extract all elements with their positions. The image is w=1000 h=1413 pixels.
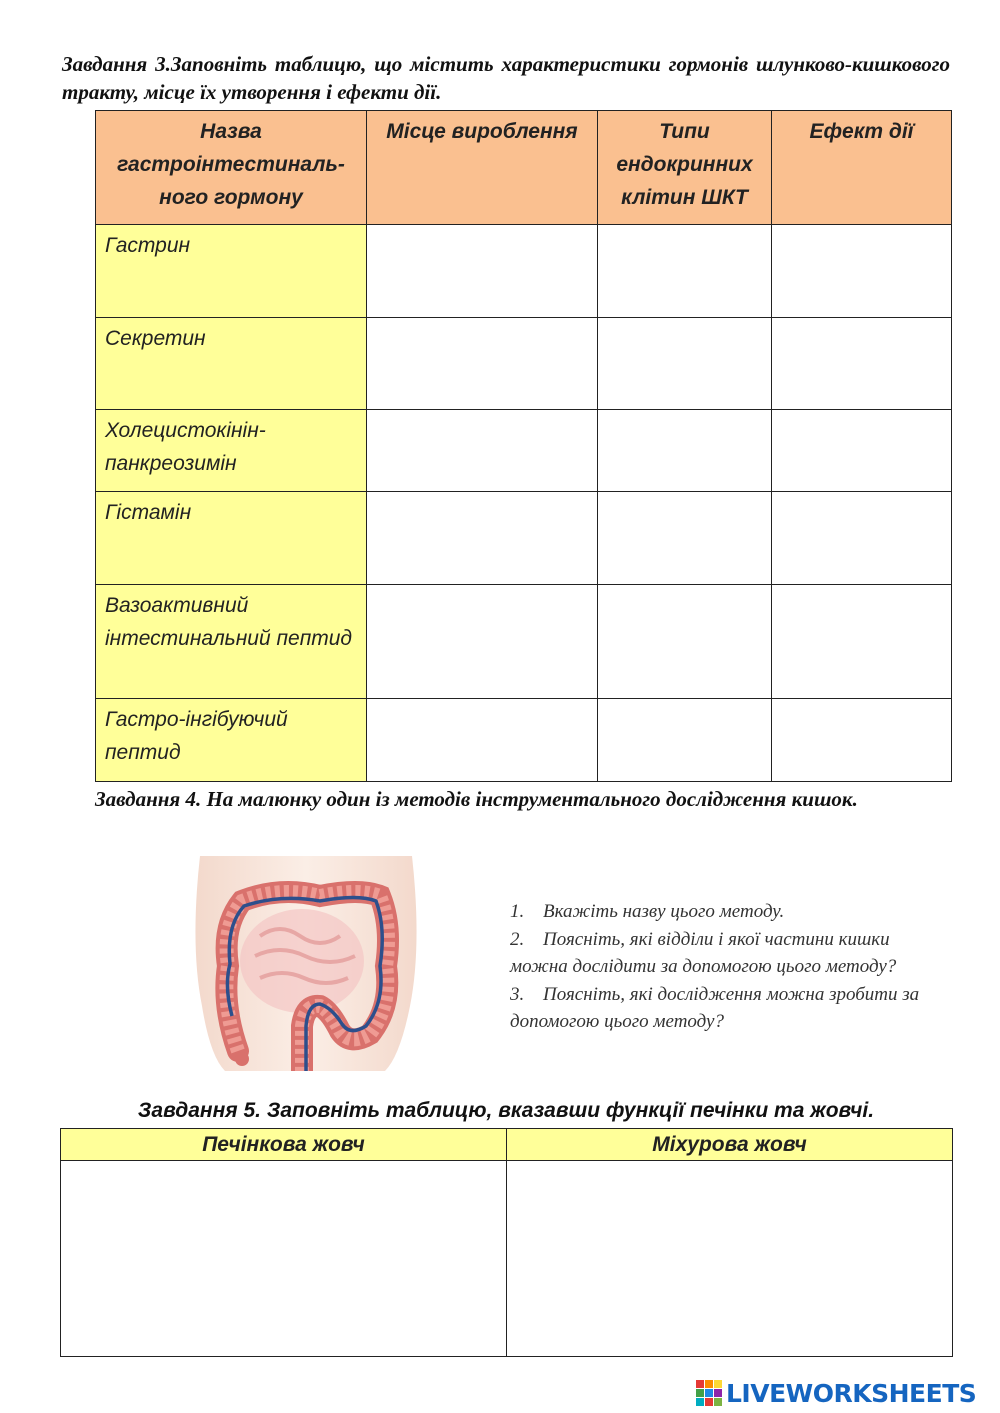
table-row: [96, 318, 952, 410]
cell-types-input[interactable]: [598, 492, 772, 585]
hormone-name-cell: Гістамін: [96, 492, 367, 585]
production-site-input[interactable]: [367, 318, 598, 410]
task4-title: Завдання 4. На малюнку один із методів інструментального дослідження кишок.: [95, 787, 858, 811]
cell-types-input[interactable]: [598, 225, 772, 318]
logo-text: LIVEWORKSHEETS: [726, 1378, 977, 1408]
production-site-input[interactable]: [367, 410, 598, 492]
production-site-input[interactable]: [367, 225, 598, 318]
effect-input[interactable]: [772, 585, 952, 699]
hormones-table-header-row: [96, 111, 952, 225]
table-row: [96, 699, 952, 782]
header-effect: Ефект дії: [772, 111, 952, 225]
effect-input[interactable]: [772, 318, 952, 410]
bile-table-header-row: [61, 1129, 953, 1161]
effect-input[interactable]: [772, 410, 952, 492]
appendix: [235, 1052, 249, 1066]
table-row: [61, 1161, 953, 1357]
table-row: [96, 410, 952, 492]
production-site-input[interactable]: [367, 492, 598, 585]
header-hormone-name: Назва гастроінтестиналь-ного гормону: [96, 111, 367, 225]
task5-title: Завдання 5. Заповніть таблицю, вказавши функції печінки та жовчі.: [137, 1099, 875, 1122]
table-row: [96, 492, 952, 585]
cell-types-input[interactable]: [598, 410, 772, 492]
hormone-name-cell: Холецистокінін-панкреозимін: [96, 410, 367, 492]
gallbladder-bile-input[interactable]: [507, 1161, 953, 1357]
header-gallbladder-bile: Міхурова жовч: [507, 1129, 953, 1161]
colonoscopy-illustration: [130, 856, 475, 1071]
header-production-site: Місце вироблення: [367, 111, 598, 225]
table-row: [96, 225, 952, 318]
production-site-input[interactable]: [367, 585, 598, 699]
question-item: 1. Вкажіть назву цього методу.: [510, 901, 785, 922]
table-row: [96, 585, 952, 699]
header-hepatic-bile: Печінкова жовч: [61, 1129, 507, 1161]
header-endocrine-cell-types: Типи ендокринних клітин ШКТ: [598, 111, 772, 225]
liveworksheets-logo: [696, 1378, 976, 1408]
question-item: 3. Поясніть, які дослідження можна зробити за допомогою цього методу?: [510, 983, 920, 1032]
hormone-name-cell: Секретин: [96, 318, 367, 410]
bile-table: [60, 1128, 953, 1357]
effect-input[interactable]: [772, 699, 952, 782]
production-site-input[interactable]: [367, 699, 598, 782]
hormones-table: [95, 110, 952, 782]
cell-types-input[interactable]: [598, 699, 772, 782]
liveworksheets-logo-icon: [696, 1380, 722, 1406]
cell-types-input[interactable]: [598, 318, 772, 410]
task4-questions: [510, 898, 920, 1036]
hormone-name-cell: Гастро-інгібуючий пептид: [96, 699, 367, 782]
cell-types-input[interactable]: [598, 585, 772, 699]
hormone-name-cell: Гастрин: [96, 225, 367, 318]
hepatic-bile-input[interactable]: [61, 1161, 507, 1357]
hormone-name-cell: Вазоактивний інтестинальний пептид: [96, 585, 367, 699]
effect-input[interactable]: [772, 492, 952, 585]
task3-title: Завдання 3.Заповніть таблицю, що містить характеристики гормонів шлунково-кишкового тракту, місце їх утворення і ефекти дії.: [62, 52, 950, 104]
question-item: 2. Поясніть, які відділи і якої частини кишки можна дослідити за допомогою цього методу?: [510, 928, 897, 977]
effect-input[interactable]: [772, 225, 952, 318]
